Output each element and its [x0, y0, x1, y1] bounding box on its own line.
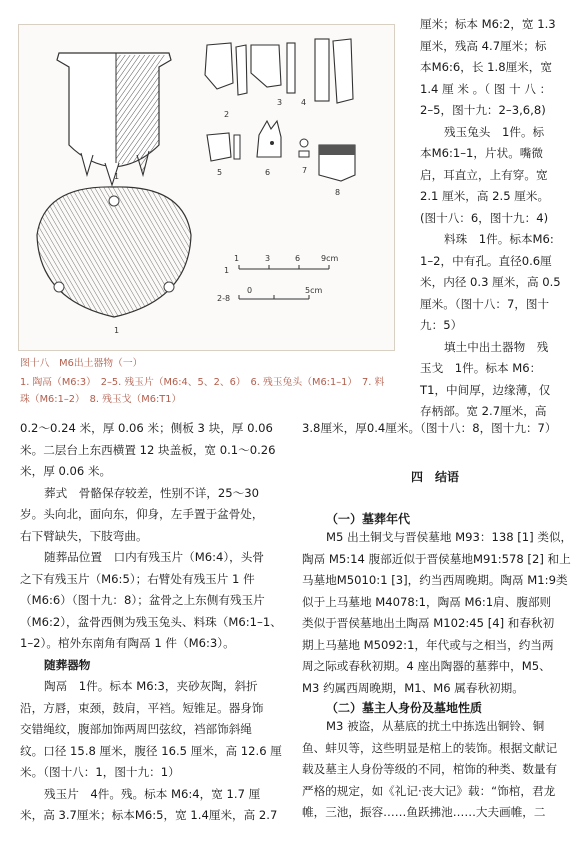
text-line: 九：5）: [420, 318, 463, 332]
section-title: 四 结语: [410, 470, 459, 484]
text-line: 米，高 3.7厘米；标本M6:5，宽 1.4厘米，高 2.7: [20, 808, 278, 822]
text-line: 启，耳直立，上有穿。宽: [420, 167, 548, 182]
pottery-li-bottom-drawing: [37, 187, 191, 317]
svg-text:2-8: 2-8: [217, 294, 231, 303]
text-line: M3 被盗，从墓底的扰土中拣选出铜铃、铜: [326, 719, 545, 733]
text-line: 之下有残玉片（M6:5）；右臂处有残玉片 1 件: [20, 571, 255, 586]
subsection-title-identity: （二）墓主人身份及墓地性质: [326, 701, 483, 715]
text-line: 本M6:1–1，片状。嘴微: [420, 146, 543, 160]
text-line: 米，内径 0.3 厘米，高 0.5: [420, 275, 561, 289]
jade-ge-drawing: [315, 39, 355, 181]
text-line: 本M6:6，长 1.8厘米，宽: [420, 60, 552, 74]
text-line: 类似于晋侯墓地出土陶鬲 M102:45 [4] 和春秋初: [302, 616, 555, 630]
left-column: [20, 418, 282, 827]
text-line-jade-rabbit: 残玉兔头 1件。标: [444, 124, 545, 139]
scale-bar-1: [224, 254, 338, 275]
artifact-drawings: [19, 25, 394, 350]
text-line: T1，中间厚，边缘薄，仅: [420, 382, 551, 397]
text-line: 陶鬲 M5:14 腹部近似于晋侯墓地M91:578 [2] 和上: [302, 551, 571, 566]
subsection-title-dating: （一）墓葬年代: [326, 512, 411, 526]
text-line-glass-bead: 料珠 1件。标本M6:: [444, 232, 554, 246]
svg-text:1: 1: [234, 254, 240, 263]
text-line: 右下臂缺失，下肢弯曲。: [20, 528, 148, 543]
svg-text:0: 0: [247, 286, 253, 295]
text-line: 载及墓主人身份等级的不同，棺饰的种类、数量有: [302, 762, 558, 776]
text-line: 交错绳纹，腹部加饰两周凹弦纹，裆部饰斜绳: [20, 722, 252, 736]
text-line: 玉戈 1件。标本 M6：: [420, 361, 542, 375]
text-line: 厘米。（图十八：7，图十: [420, 296, 550, 311]
item-label-1: 1: [114, 172, 120, 181]
text-line: （M6:2），盆骨西侧为残玉兔头、料珠（M6:1–1、: [20, 614, 282, 629]
figure-caption-title: 图十八 M6出土器物（一）: [20, 358, 143, 369]
text-line: M5 出土铜戈与晋侯墓地 M93：138 [1] 类似，: [326, 530, 573, 544]
svg-text:1: 1: [224, 266, 230, 275]
figure-caption-line-1: 1. 陶鬲（M6:3） 2–5. 残玉片（M6:4、5、2、6） 6. 残玉兔头（M6:1–1） 7. 料: [20, 377, 385, 388]
text-line-fill-finds: 填土中出土器物 残: [444, 339, 549, 354]
text-line: 鱼、蚌贝等，这些明显是棺上的装饰。根据文献记: [302, 740, 558, 755]
right-column-continuation: 3.8厘米，厚0.4厘米。（图十八：8，图十九：7）: [302, 421, 557, 435]
text-line: （M6:6）（图十九：8）；盆骨之上东侧有残玉片: [20, 593, 265, 607]
text-line: (图十八：6，图十九：4): [420, 210, 549, 225]
item-label-4: 4: [301, 98, 307, 107]
jade-rabbit-head-drawing: [257, 121, 281, 157]
identity-paragraph: [302, 716, 557, 824]
text-line: 期上马墓地 M5092:1，年代或与之相当，约当两: [302, 637, 554, 652]
scale-bar-2-8: [217, 286, 322, 303]
text-line: 岁。头向北，面向东，仰身，左手置于盆骨处，: [20, 507, 264, 521]
text-line: 1–2，中有孔。直径0.6厘: [420, 253, 552, 268]
right-column-top: [420, 14, 561, 423]
text-line: 厘米；标本 M6:2，宽 1.3: [420, 17, 556, 31]
text-line: 似于上马墓地 M4078:1，陶鬲 M6:1肩、腹部则: [302, 594, 552, 609]
figure-caption-line-2: 珠（M6:1–2） 8. 残玉戈（M6:T1）: [20, 394, 182, 405]
text-line-jade-fragments: 残玉片 4件。残。标本 M6:4，宽 1.7 厘: [44, 786, 261, 801]
text-line: 0.2～0.24 米，厚 0.06 米；侧板 3 块，厚 0.06: [20, 421, 273, 435]
text-line: 2–5，图十九：2–3,6,8): [420, 103, 546, 117]
subheading-grave-goods: 随葬器物: [44, 657, 91, 672]
text-line: 1.4 厘 米 。（ 图 十 八 ：: [420, 81, 552, 96]
text-line: 2.1 厘米，高 2.5 厘米。: [420, 189, 550, 203]
item-label-2: 2: [224, 110, 230, 119]
text-line: 存柄部。宽 2.7厘米，高: [420, 404, 547, 418]
svg-text:6: 6: [295, 254, 301, 263]
text-line: 米。（图十八：1，图十九：1）: [20, 765, 180, 779]
pottery-li-vessel-drawing: [57, 53, 171, 185]
text-line: 厘米，残高 4.7厘米；标: [420, 38, 547, 53]
figure-18-plate: [18, 24, 395, 351]
item-label-6: 6: [265, 168, 271, 177]
text-line: 马墓地M5010:1 [3]，约当西周晚期。陶鬲 M1:9类: [302, 573, 568, 587]
text-line-pottery-li: 陶鬲 1件。标本 M6:3，夹砂灰陶，斜折: [44, 679, 258, 693]
text-line: 周之际或春秋初期。4 座出陶器的墓葬中，M5、: [302, 659, 551, 673]
item-label-7: 7: [302, 166, 308, 175]
text-line: 纹。口径 15.8 厘米，腹径 16.5 厘米，高 12.6 厘: [20, 743, 282, 758]
svg-text:3: 3: [265, 254, 271, 263]
dating-paragraph: [302, 527, 572, 699]
text-line: 帷，三池，振容……鱼跃拂池……大夫画帷，二: [302, 805, 546, 819]
text-line: M3 约属西周晚期，M1、M6 属春秋初期。: [302, 680, 524, 695]
text-line-grave-goods-position: 随葬品位置 口内有残玉片（M6:4），头骨: [44, 550, 264, 564]
item-label-5: 5: [217, 168, 223, 177]
glass-bead-drawing: [299, 139, 309, 157]
svg-text:9cm: 9cm: [321, 254, 339, 263]
text-line: 沿，方唇，束颈，鼓肩，平裆。短锥足。器身饰: [20, 700, 264, 715]
item-label-3: 3: [277, 98, 283, 107]
text-line: 严格的规定，如《礼记·丧大记》载：“饰棺，君龙: [302, 783, 556, 798]
item-label-8: 8: [335, 188, 341, 197]
text-line: 1–2）。棺外东南角有陶鬲 1 件（M6:3）。: [20, 636, 235, 650]
text-line: 米，厚 0.06 米。: [20, 464, 112, 478]
text-line: 米。二层台上东西横置 12 块盖板，宽 0.1～0.26: [20, 442, 276, 457]
svg-text:5cm: 5cm: [305, 286, 323, 295]
item-label-1-bottom: 1: [114, 326, 120, 335]
text-line-burial-posture: 葬式 骨骼保存较差，性别不详，25～30: [44, 485, 260, 500]
